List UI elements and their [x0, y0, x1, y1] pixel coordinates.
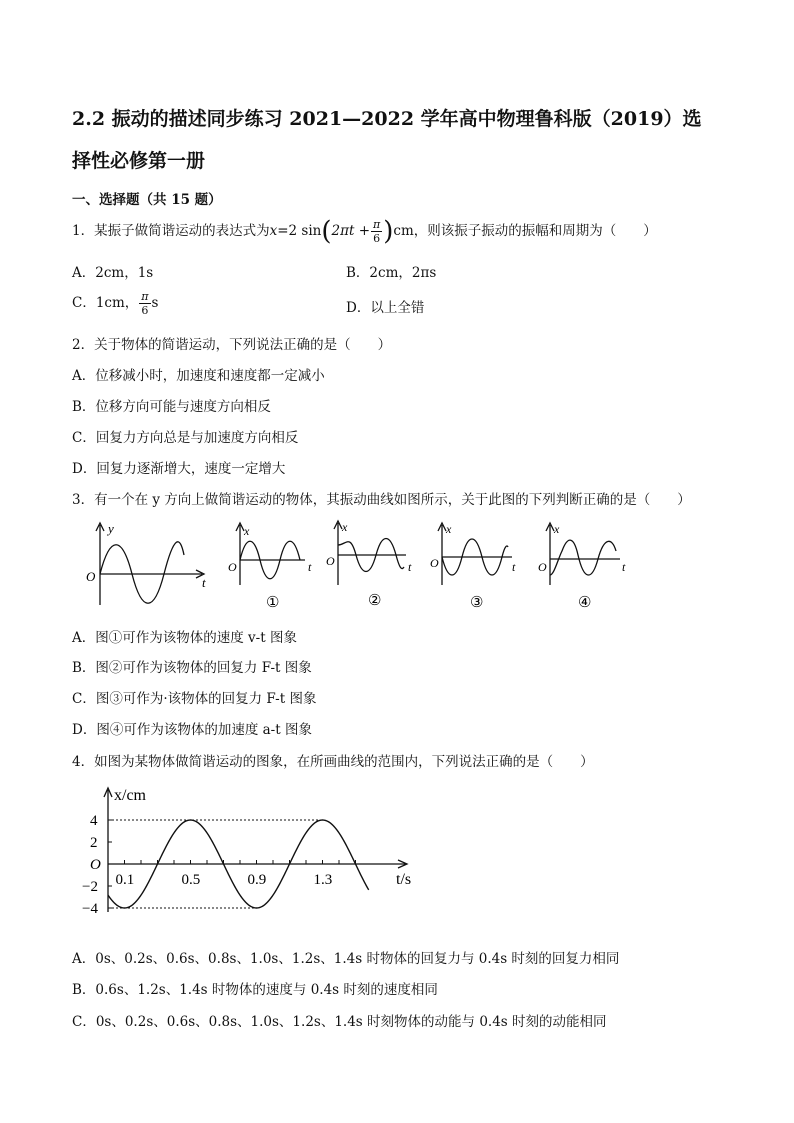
q3-g3-t-label: t: [512, 560, 516, 574]
q1-option-c-den: 6: [141, 304, 149, 317]
section-heading: 一、选择题（共 15 题）: [72, 192, 222, 208]
page-title-line2: 择性必修第一册: [72, 150, 206, 172]
q3-g1-x-label: x: [244, 524, 250, 538]
q4-chart: [76, 780, 412, 920]
q1-option-d: D．以上全错: [346, 300, 425, 316]
q3-option-a: A．图①可作为该物体的速度 v-t 图象: [72, 630, 297, 646]
q3-g4-x-label: x: [554, 522, 560, 536]
q3-g1-origin: O: [228, 560, 237, 574]
q4-y-tick-label: −4: [82, 901, 98, 917]
q2-option-b: B．位移方向可能与速度方向相反: [72, 399, 271, 415]
q3-g4-t-label: t: [622, 560, 626, 574]
q4-axes: [104, 788, 407, 912]
q3-main-curve: [100, 542, 184, 603]
q3-label-3: ③: [470, 595, 484, 611]
q3-g3-origin: O: [430, 556, 439, 570]
q2-option-c: C．回复力方向总是与加速度方向相反: [72, 430, 299, 446]
q3-g2-origin: O: [326, 554, 335, 568]
q1-option-c-frac: [139, 290, 150, 317]
q3-label-2: ②: [368, 593, 382, 609]
q1-option-c-pre: C．1cm，: [72, 295, 139, 311]
q1-option-b: B．2cm，2πs: [346, 265, 437, 281]
q4-x-tick-label: 0.9: [247, 872, 267, 888]
q4-stem: 4．如图为某物体做简谐运动的图象，在所画曲线的范围内，下列说法正确的是（ ）: [72, 754, 594, 770]
q4-y-tick-label: O: [90, 857, 101, 873]
q4-x-axis-label: t/s: [396, 871, 412, 888]
q3-graphs: [80, 515, 640, 615]
q3-main-origin: O: [86, 569, 96, 584]
q4-x-tick-label: 1.3: [313, 872, 333, 888]
q2-option-a: A．位移减小时，加速度和速度都一定减小: [72, 368, 325, 384]
q3-g4-curve: [550, 540, 616, 575]
q2-stem: 2．关于物体的简谐运动，下列说法正确的是（ ）: [72, 337, 392, 353]
q3-g4-origin: O: [538, 560, 547, 574]
q1-formula-inner: 2πt +: [331, 223, 371, 239]
q1-formula-unit: cm: [393, 223, 414, 239]
q4-y-tick-label: 2: [90, 835, 98, 851]
q1-option-c: [72, 289, 158, 317]
q3-main-y-label: y: [108, 521, 114, 536]
q3-g2-x-label: x: [342, 520, 348, 534]
q4-option-c: C．0s、0.2s、0.6s、0.8s、1.0s、1.2s、1.4s 时刻物体的动能与 0.4s 时刻的动能相同: [72, 1014, 607, 1030]
q1-stem-b: ，则该振子振动的振幅和周期为（ ）: [413, 223, 657, 239]
q3-option-b: B．图②可作为该物体的回复力 F-t 图象: [72, 660, 312, 676]
q1-frac-den: 6: [373, 232, 381, 245]
q4-x-tick-label: 0.5: [181, 872, 201, 888]
q4-ticks: [82, 813, 332, 917]
q1-stem: [72, 218, 657, 245]
q1-paren-right: ): [383, 216, 394, 247]
q1-formula-eq: =2 sin: [277, 223, 322, 239]
q3-main-t-label: t: [202, 575, 206, 590]
q1-option-c-post: s: [151, 295, 159, 311]
q3-option-c: C．图③可作为·该物体的回复力 F-t 图象: [72, 691, 317, 707]
q4-y-axis-label: x/cm: [114, 787, 146, 804]
q3-label-4: ④: [578, 595, 592, 611]
q2-option-d: D．回复力逐渐增大，速度一定增大: [72, 461, 286, 477]
q4-x-tick-label: 0.1: [115, 872, 135, 888]
q1-frac-num: π: [373, 218, 381, 231]
q3-stem: 3．有一个在 y 方向上做简谐运动的物体，其振动曲线如图所示，关于此图的下列判断正确的是（ ）: [72, 492, 691, 508]
q3-option-d: D．图④可作为该物体的加速度 a-t 图象: [72, 722, 312, 738]
page-title-line1: 2.2 振动的描述同步练习 2021—2022 学年高中物理鲁科版（2019）选: [72, 108, 702, 130]
q4-y-tick-label: −2: [82, 879, 98, 895]
q3-g2-t-label: t: [408, 560, 412, 574]
q1-option-c-num: π: [141, 290, 149, 303]
q1-option-a: A．2cm，1s: [72, 265, 154, 281]
q1-stem-a: 1．某振子做简谐运动的表达式为: [72, 223, 270, 239]
q4-option-a: A．0s、0.2s、0.6s、0.8s、1.0s、1.2s、1.4s 时物体的回复力与 0.4s 时刻的回复力相同: [72, 951, 620, 967]
q4-option-b: B．0.6s、1.2s、1.4s 时物体的速度与 0.4s 时刻的速度相同: [72, 982, 438, 998]
q3-g3-x-label: x: [446, 522, 452, 536]
q1-paren-left: (: [321, 216, 332, 247]
q1-formula-x: x: [269, 223, 278, 239]
q3-g1-t-label: t: [308, 560, 312, 574]
q1-fraction: [371, 218, 382, 245]
q4-y-tick-label: 4: [90, 813, 98, 829]
q3-label-1: ①: [266, 595, 280, 611]
